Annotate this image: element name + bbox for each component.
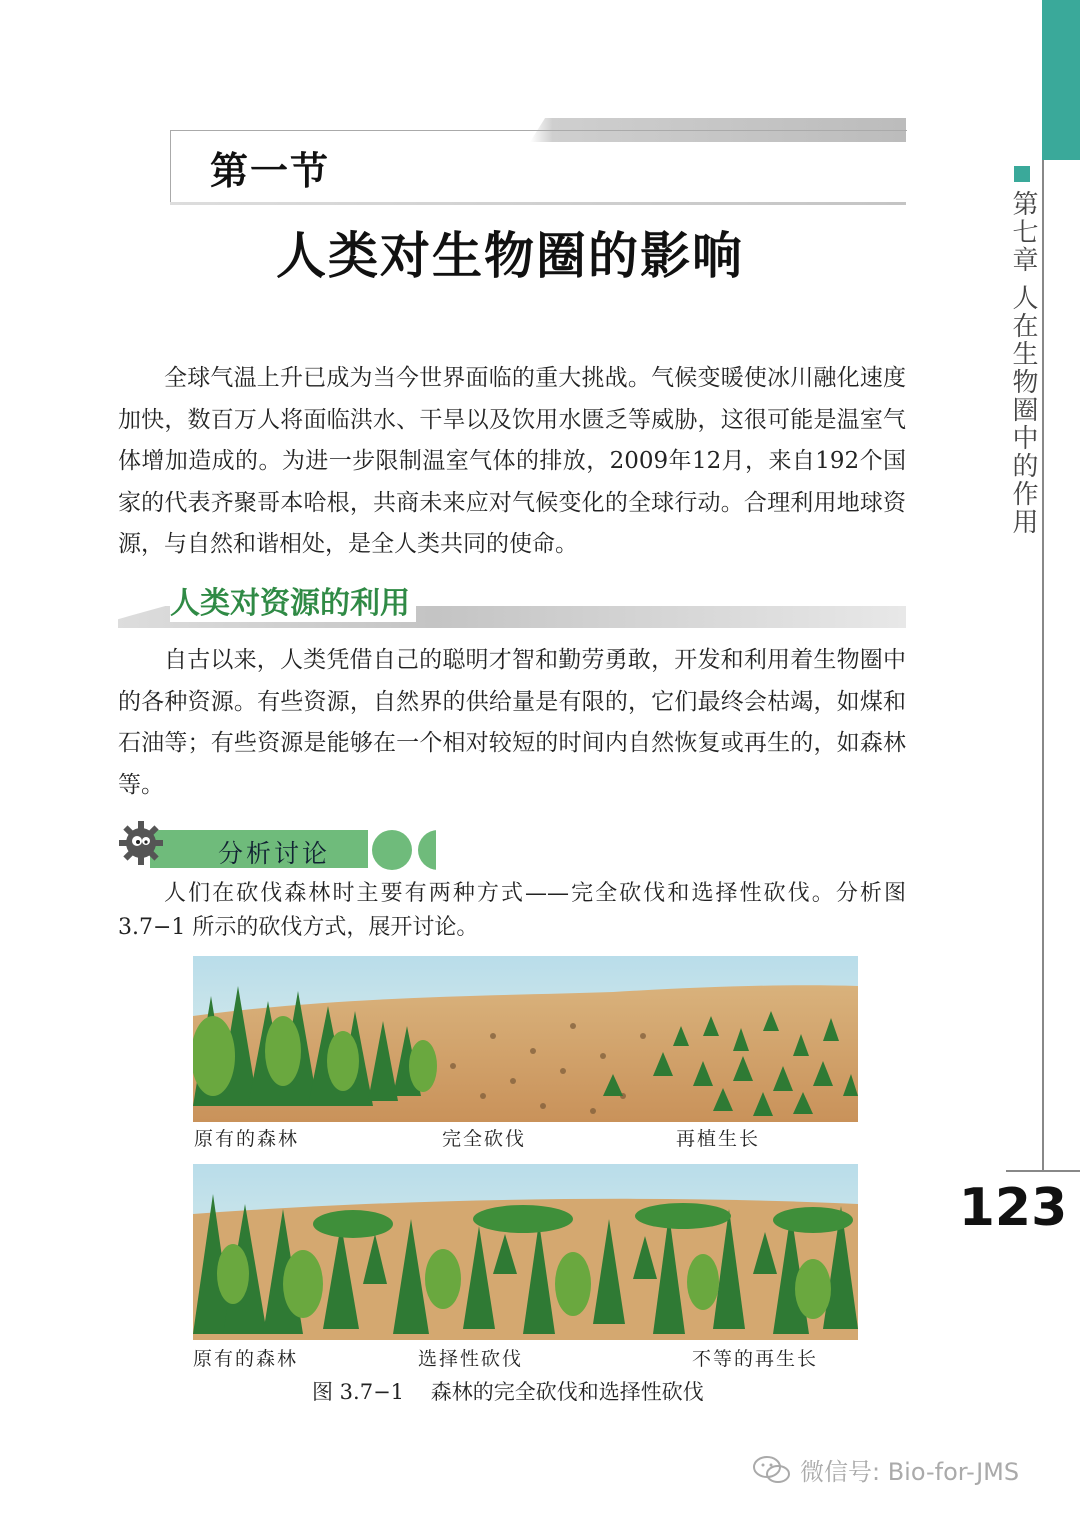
caption-clear-cut: 完全砍伐: [442, 1128, 527, 1150]
page-number-rule: [1006, 1170, 1080, 1172]
chapter-title-vertical: 第七章 人在生物圈中的作用: [1008, 190, 1038, 537]
page-title: 人类对生物圈的影响: [276, 226, 744, 285]
gear-icon: [117, 819, 165, 867]
watermark-text: 微信号: Bio-for-JMS: [800, 1458, 1020, 1486]
caption-selective-cut: 选择性砍伐: [418, 1348, 524, 1370]
selective-cut-illustration: [193, 1164, 858, 1340]
analysis-label: 分析讨论: [218, 839, 331, 868]
clear-cut-illustration: [193, 956, 858, 1122]
caption-uneven-regrowth: 不等的再生长: [692, 1348, 819, 1370]
caption-original-forest-2: 原有的森林: [193, 1348, 299, 1370]
edge-divider: [1042, 160, 1044, 1170]
edge-color-tab: [1042, 0, 1080, 160]
subsection-paragraph: 自古以来，人类凭借自己的聪明才智和勤劳勇敢，开发和利用着生物圈中的各种资源。有些资源，自然界的供给量是有限的，它们最终会枯竭，如煤和石油等；有些资源是能够在一个相对较短的时间内自然恢复或再生的，如森林等。: [118, 647, 906, 798]
wechat-icon: [752, 1455, 792, 1485]
caption-original-forest-1: 原有的森林: [194, 1128, 300, 1150]
section-label: 第一节: [210, 149, 331, 193]
badge-circle: [372, 830, 412, 870]
page-number: 123: [958, 1178, 1068, 1238]
subsection-title: 人类对资源的利用: [170, 578, 416, 622]
chapter-marker-square: [1014, 166, 1030, 182]
watermark: [752, 1452, 1019, 1487]
analysis-text: 人们在砍伐森林时主要有两种方式——完全砍伐和选择性砍伐。分析图 3.7−1 所示的砍伐方式，展开讨论。: [118, 881, 906, 940]
badge-cut: [436, 830, 466, 870]
intro-paragraph: 全球气温上升已成为当今世界面临的重大挑战。气候变暖使冰川融化速度加快，数百万人将面临洪水、干旱以及饮用水匮乏等威胁，这很可能是温室气体增加造成的。为进一步限制温室气体的排放，2009年12月，来自192个国家的代表齐聚哥本哈根，共商未来应对气候变化的全球行动。合理利用地球资源，与自然和谐相处，是全人类共同的使命。: [118, 365, 906, 557]
caption-replant-growth: 再植生长: [676, 1128, 761, 1150]
section-header-underline: [170, 202, 906, 205]
figure-caption: 图 3.7−1 森林的完全砍伐和选择性砍伐: [312, 1380, 704, 1404]
